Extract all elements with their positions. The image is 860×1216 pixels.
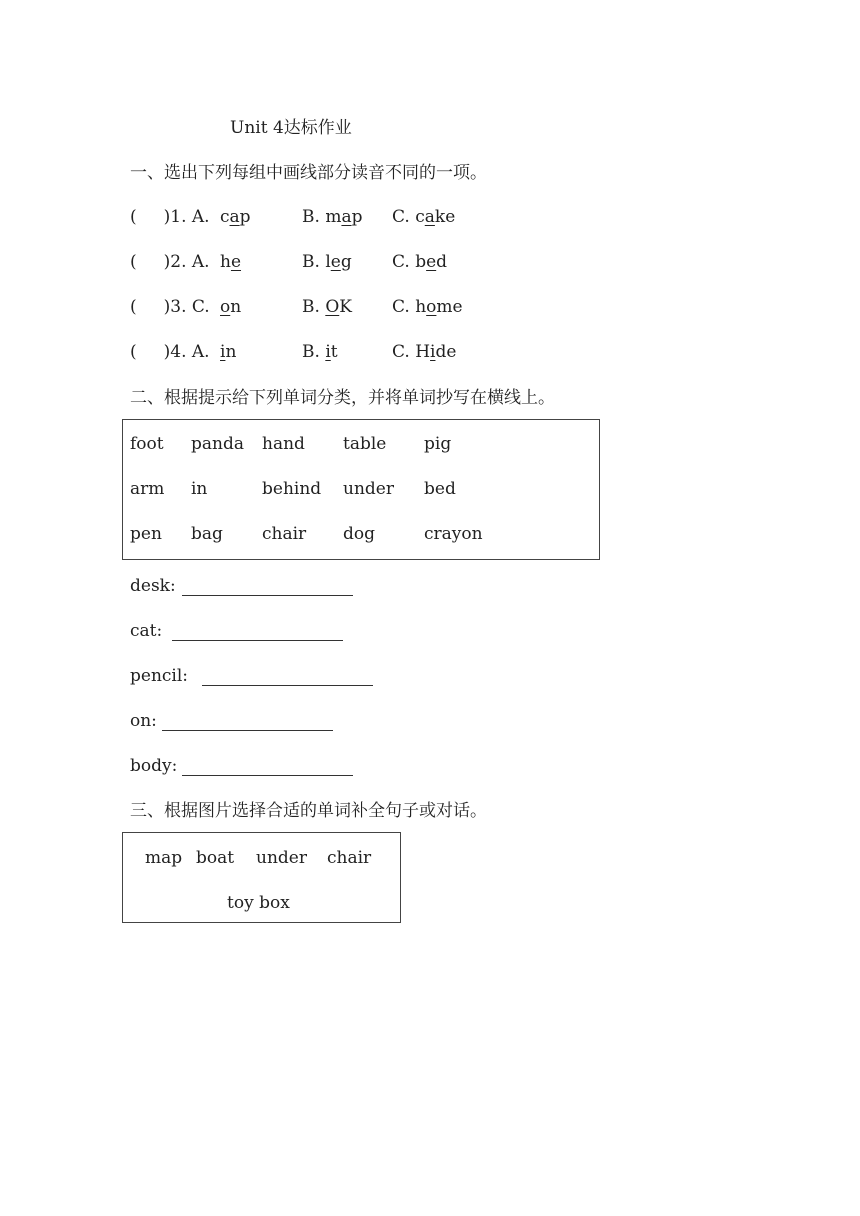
word-bank-item: in (191, 479, 208, 499)
word-part: p (351, 207, 363, 227)
option-b (302, 342, 338, 362)
word-under: under (256, 848, 307, 868)
word-part: p (239, 207, 251, 227)
question-row (130, 252, 550, 272)
word-part: d (436, 252, 448, 272)
underlined-letters: e (230, 252, 242, 272)
option-c (392, 297, 463, 317)
underlined-letters: o (220, 297, 231, 317)
underlined-letters: e (426, 252, 437, 272)
word-bank-item: crayon (424, 524, 483, 544)
word-bank-box (122, 419, 600, 560)
option-label: C. (392, 252, 416, 272)
option-label: C. (392, 297, 416, 317)
underlined-letters: a (424, 207, 435, 227)
word-bank-item: bag (191, 524, 223, 544)
word-map: map (145, 848, 183, 868)
option-label: C. (392, 342, 416, 362)
word-part: h (220, 252, 231, 272)
answer-blank-line[interactable] (182, 595, 353, 596)
question-row (130, 342, 550, 362)
word-part: ke (434, 207, 456, 227)
word-part: g (340, 252, 352, 272)
word-bank-item: foot (130, 434, 164, 454)
word-bank-item: bed (424, 479, 456, 499)
option-b (302, 297, 352, 317)
word-bank-item: arm (130, 479, 165, 499)
underlined-letters: i (430, 342, 436, 362)
word-toy-box: toy box (227, 893, 290, 913)
word-part: me (436, 297, 463, 317)
word-boat: boat (196, 848, 235, 868)
option-label: C. (392, 207, 416, 227)
category-label: desk: (130, 576, 176, 596)
page-title: Unit 4达标作业 (230, 118, 352, 138)
section-3-word-box (122, 832, 401, 923)
underlined-letters: i (325, 342, 331, 362)
word-bank-item: chair (262, 524, 307, 544)
category-label: pencil: (130, 666, 189, 686)
section-2-heading: 二、根据提示给下列单词分类，并将单词抄写在横线上。 (130, 388, 555, 408)
word-part: de (435, 342, 457, 362)
underlined-letters: o (426, 297, 437, 317)
section-1-heading: 一、选出下列每组中画线部分读音不同的一项。 (130, 163, 487, 183)
word-bank-item: pen (130, 524, 162, 544)
word-part: b (415, 252, 427, 272)
word-part: n (230, 297, 242, 317)
word-part: l (325, 252, 331, 272)
option-a (220, 252, 241, 272)
word-part: K (339, 297, 352, 317)
question-row (130, 297, 550, 317)
section-3-heading: 三、根据图片选择合适的单词补全句子或对话。 (130, 801, 487, 821)
option-label: B. (302, 207, 326, 227)
category-label: cat: (130, 621, 163, 641)
question-prefix: ( )2. A. (130, 252, 215, 272)
word-bank-item: panda (191, 434, 244, 454)
word-part: h (415, 297, 427, 317)
underlined-letters: i (220, 342, 226, 362)
underlined-letters: O (325, 297, 340, 317)
option-c (392, 207, 455, 227)
option-label: B. (302, 342, 326, 362)
underlined-letters: a (229, 207, 240, 227)
question-prefix: ( )3. C. (130, 297, 216, 317)
word-part: n (225, 342, 237, 362)
option-a (220, 342, 236, 362)
word-bank-item: table (343, 434, 387, 454)
word-part: H (415, 342, 431, 362)
word-chair: chair (327, 848, 372, 868)
question-row (130, 207, 550, 227)
word-part: c (415, 207, 425, 227)
word-bank-item: under (343, 479, 394, 499)
answer-blank-line[interactable] (202, 685, 373, 686)
option-a (220, 297, 241, 317)
word-part: t (330, 342, 338, 362)
question-prefix: ( )1. A. (130, 207, 215, 227)
underlined-letters: a (341, 207, 352, 227)
word-bank-item: behind (262, 479, 322, 499)
word-part: m (325, 207, 342, 227)
category-label: body: (130, 756, 178, 776)
word-bank-item: hand (262, 434, 305, 454)
option-a (220, 207, 251, 227)
answer-blank-line[interactable] (182, 775, 353, 776)
option-c (392, 252, 447, 272)
word-part: c (220, 207, 230, 227)
option-b (302, 207, 362, 227)
option-label: B. (302, 252, 326, 272)
option-b (302, 252, 352, 272)
category-label: on: (130, 711, 157, 731)
option-label: B. (302, 297, 326, 317)
question-prefix: ( )4. A. (130, 342, 215, 362)
underlined-letters: e (330, 252, 341, 272)
answer-blank-line[interactable] (172, 640, 343, 641)
option-c (392, 342, 456, 362)
answer-blank-line[interactable] (162, 730, 333, 731)
word-bank-item: dog (343, 524, 375, 544)
word-bank-item: pig (424, 434, 452, 454)
